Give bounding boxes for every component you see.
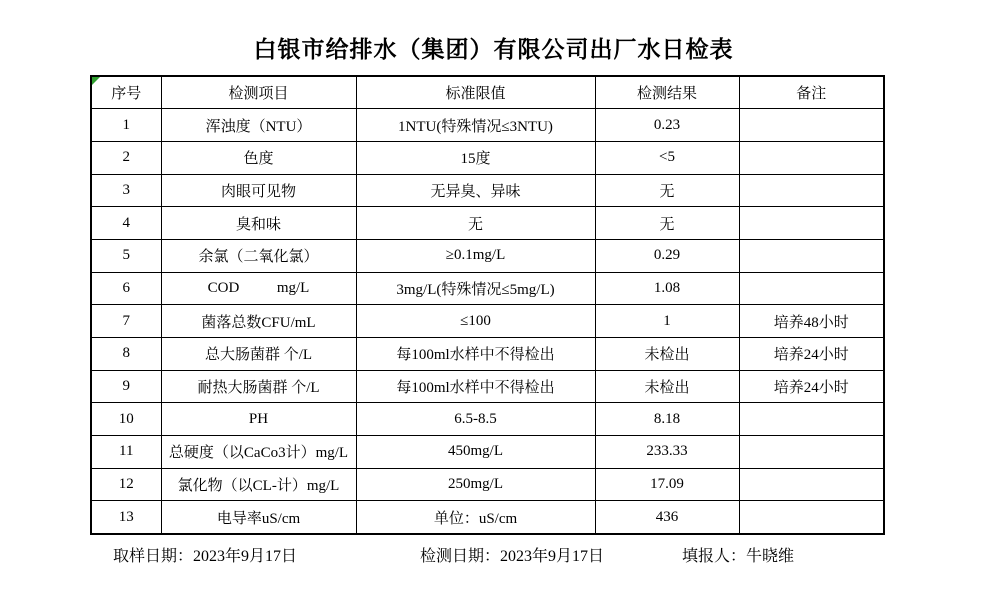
cell-item: 色度 [161,141,356,174]
cell-result: 17.09 [595,468,739,501]
table-row [91,501,884,534]
test-date-label: 检测日期：2023年9月17日 [420,548,605,565]
cell-item: 氯化物（以CL-计）mg/L [161,468,356,501]
inspection-table-wrap [90,75,885,535]
cell-result: 1 [595,305,739,338]
cell-item: 臭和味 [161,207,356,240]
cell-result: 8.18 [595,403,739,436]
cell-result: <5 [595,141,739,174]
table-row [91,436,884,469]
cell-remark [739,468,884,501]
cell-no: 3 [91,174,161,207]
cell-remark [739,403,884,436]
cell-remark [739,436,884,469]
cell-limit: 450mg/L [356,436,595,469]
cell-remark [739,109,884,142]
table-row [91,141,884,174]
table-row [91,403,884,436]
cell-remark [739,272,884,305]
cell-limit: 1NTU(特殊情况≤3NTU) [356,109,595,142]
cell-result: 436 [595,501,739,534]
cell-no: 13 [91,501,161,534]
cell-item: 余氯（二氧化氯） [161,239,356,272]
table-row [91,370,884,403]
cell-result: 未检出 [595,338,739,371]
table-row [91,207,884,240]
reporter-label: 填报人：牛晓维 [682,548,795,565]
cell-item: 总大肠菌群 个/L [161,338,356,371]
cell-limit: ≥0.1mg/L [356,239,595,272]
cell-no: 8 [91,338,161,371]
cell-remark [739,141,884,174]
cell-result: 1.08 [595,272,739,305]
table-body [91,109,884,534]
cell-no: 1 [91,109,161,142]
cell-item: COD mg/L [161,272,356,305]
table-row [91,305,884,338]
header-limit: 标准限值 [356,76,595,109]
cell-no: 6 [91,272,161,305]
cell-item: 电导率uS/cm [161,501,356,534]
header-no: 序号 [91,76,161,109]
cell-result: 无 [595,207,739,240]
cell-limit: 单位：uS/cm [356,501,595,534]
cell-item: 总硬度（以CaCo3计）mg/L [161,436,356,469]
cell-item: 耐热大肠菌群 个/L [161,370,356,403]
cell-no: 12 [91,468,161,501]
table-row [91,109,884,142]
sample-date-label: 取样日期：2023年9月17日 [113,548,298,565]
header-result: 检测结果 [595,76,739,109]
page-title: 白银市给排水（集团）有限公司出厂水日检表 [253,37,734,62]
table-header-row [91,76,884,109]
cell-no: 10 [91,403,161,436]
cell-no: 2 [91,141,161,174]
cell-item: 菌落总数CFU/mL [161,305,356,338]
table-row [91,174,884,207]
cell-item: 浑浊度（NTU） [161,109,356,142]
table-row [91,338,884,371]
cell-no: 11 [91,436,161,469]
cell-item: PH [161,403,356,436]
cell-limit: 每100ml水样中不得检出 [356,338,595,371]
cell-no: 5 [91,239,161,272]
cell-limit: 每100ml水样中不得检出 [356,370,595,403]
cell-limit: 6.5-8.5 [356,403,595,436]
cell-limit: 250mg/L [356,468,595,501]
cell-remark [739,174,884,207]
cell-remark: 培养24小时 [739,338,884,371]
cell-remark [739,239,884,272]
header-remark: 备注 [739,76,884,109]
cell-result: 0.23 [595,109,739,142]
footer [0,543,987,565]
cell-result: 未检出 [595,370,739,403]
cell-limit: ≤100 [356,305,595,338]
table-row [91,272,884,305]
cell-limit: 15度 [356,141,595,174]
cell-limit: 3mg/L(特殊情况≤5mg/L) [356,272,595,305]
cell-limit: 无 [356,207,595,240]
cell-no: 7 [91,305,161,338]
cell-result: 233.33 [595,436,739,469]
cell-remark [739,501,884,534]
cell-result: 0.29 [595,239,739,272]
header-item: 检测项目 [161,76,356,109]
cell-limit: 无异臭、异味 [356,174,595,207]
cell-remark [739,207,884,240]
excel-error-indicator-icon [92,77,100,85]
cell-remark: 培养24小时 [739,370,884,403]
cell-no: 4 [91,207,161,240]
table-row [91,239,884,272]
inspection-table [90,75,885,535]
table-row [91,468,884,501]
cell-remark: 培养48小时 [739,305,884,338]
cell-no: 9 [91,370,161,403]
cell-result: 无 [595,174,739,207]
cell-item: 肉眼可见物 [161,174,356,207]
